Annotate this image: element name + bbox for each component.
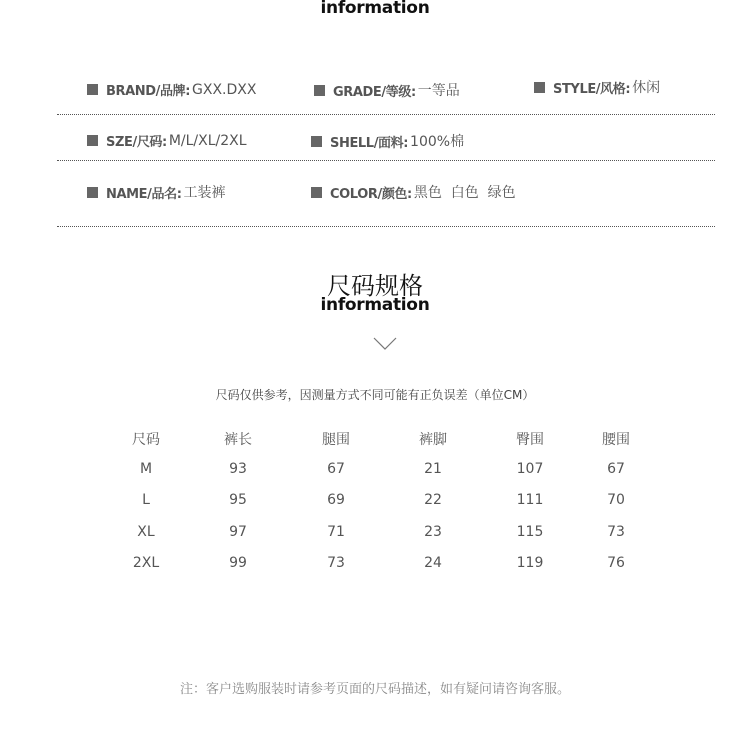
table-cell: 73 [327,555,345,571]
table-cell: 76 [607,555,625,571]
bullet-square-icon [311,187,322,198]
dotted-divider [57,160,715,161]
bullet-square-icon [314,85,325,96]
attr-grade [314,80,460,100]
table-cell: 95 [229,492,247,508]
table-cell: 93 [229,461,247,477]
table-cell: 71 [327,524,345,540]
dotted-divider [57,114,715,115]
attr-value: 100%棉 [410,134,465,150]
table-cell: 97 [229,524,247,540]
footer-note: 注：客户选购服装时请参考页面的尺码描述，如有疑问请咨询客服。 [179,682,570,697]
table-cell: 2XL [132,555,160,571]
table-cell: L [142,492,150,508]
table-cell: XL [137,524,155,540]
attr-key: BRAND/品牌: [106,84,190,99]
table-cell: 115 [516,524,544,540]
bullet-square-icon [534,82,545,93]
table-cell: 73 [607,524,625,540]
attr-size [87,131,247,150]
bullet-square-icon [87,187,98,198]
table-cell: 67 [327,461,345,477]
attr-key: SHELL/面料: [330,135,409,151]
attr-key: STYLE/风格: [553,81,631,97]
size-section-subtitle: information [320,295,430,315]
bullet-square-icon [87,84,98,95]
bullet-square-icon [311,136,322,147]
attr-key: SZE/尺码: [106,135,167,150]
attr-value: M/L/XL/2XL [168,132,247,149]
attr-key: COLOR/颜色: [330,186,412,202]
attr-brand [87,80,256,99]
table-header-cell: 裤脚 [419,432,447,448]
info-heading: information [320,0,430,18]
table-cell: 22 [424,492,442,508]
table-cell: 99 [229,555,247,571]
dotted-divider [57,226,715,227]
attr-value: 休闲 [632,80,661,96]
table-cell: 24 [424,555,442,571]
table-cell: 23 [424,524,442,540]
table-cell: 107 [516,461,544,477]
table-cell: 119 [516,555,544,571]
attr-key: GRADE/等级: [333,84,416,100]
table-cell: M [139,461,153,477]
table-header-cell: 臀围 [516,432,544,448]
table-cell: 67 [607,461,625,477]
table-cell: 69 [327,492,345,508]
attr-value: GXX.DXX [192,81,257,98]
attr-color [311,182,516,202]
table-header-cell: 尺码 [132,432,160,448]
bullet-square-icon [87,135,98,146]
table-header-cell: 腿围 [322,432,350,448]
table-cell: 70 [607,492,625,508]
attr-key: NAME/品名: [106,186,182,202]
attr-style [534,77,660,97]
table-header-cell: 腰围 [602,432,630,448]
attr-name [87,182,226,202]
attr-value: 一等品 [417,83,460,99]
attr-value: 工装裤 [183,185,226,201]
table-header-cell: 裤长 [224,432,252,448]
size-note: 尺码仅供参考，因测量方式不同可能有正负误差（单位CM） [215,388,535,402]
table-cell: 111 [516,492,544,508]
chevron-down-icon [373,337,397,351]
table-cell: 21 [424,461,442,477]
size-section-title: 尺码规格 [327,272,423,300]
attr-value: 黑色 白色 绿色 [413,185,516,201]
attr-shell [311,131,464,151]
